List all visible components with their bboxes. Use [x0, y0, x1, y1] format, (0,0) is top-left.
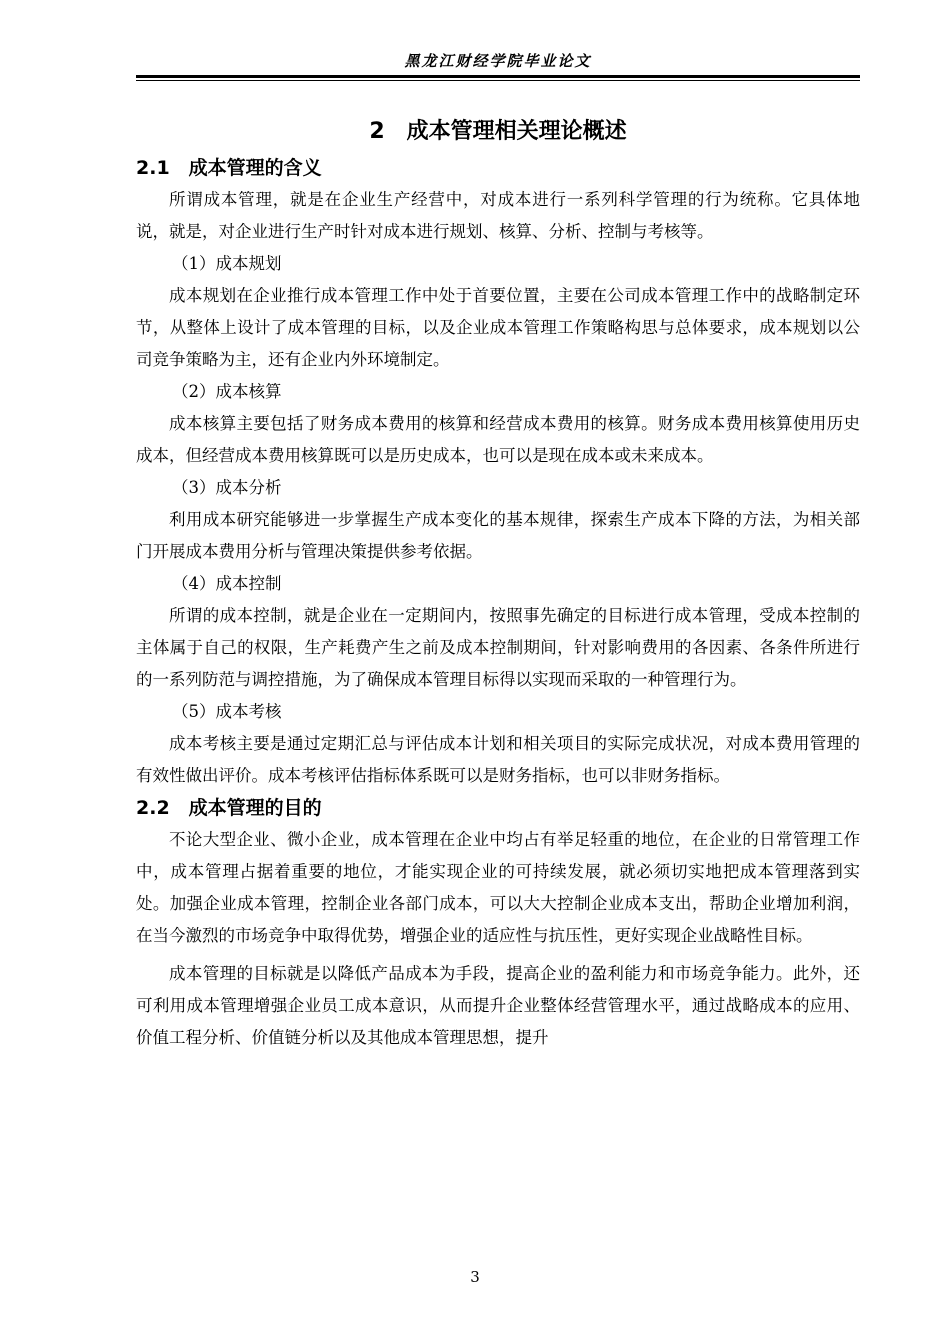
paragraph: 成本考核主要是通过定期汇总与评估成本计划和相关项目的实际完成状况，对成本费用管理的有效性做出评价。成本考核评估指标体系既可以是财务指标，也可以非财务指标。	[136, 734, 860, 785]
section-heading-2-2: 2.2 成本管理的目的	[136, 797, 322, 819]
paragraph: 成本管理的目标就是以降低产品成本为手段，提高企业的盈利能力和市场竞争能力。此外，还可利用成本管理增强企业员工成本意识，从而提升企业整体经营管理水平，通过战略成本的应用、价值工程分析、价值链分析以及其他成本管理思想，提升	[136, 964, 860, 1047]
header-rule-thick	[136, 75, 860, 78]
chapter-title: 2 成本管理相关理论概述	[369, 119, 627, 144]
subheading: （2）成本核算	[172, 382, 282, 401]
section-heading-2-1: 2.1 成本管理的含义	[136, 157, 322, 179]
paragraph: 成本核算主要包括了财务成本费用的核算和经营成本费用的核算。财务成本费用核算使用历史成本，但经营成本费用核算既可以是历史成本，也可以是现在成本或未来成本。	[136, 414, 860, 465]
subheading: （1）成本规划	[172, 254, 282, 273]
paragraph: 不论大型企业、微小企业，成本管理在企业中均占有举足轻重的地位，在企业的日常管理工作中，成本管理占据着重要的地位，才能实现企业的可持续发展，就必须切实地把成本管理落到实处。加强企业成本管理，控制企业各部门成本，可以大大控制企业成本支出，帮助企业增加利润，在当今激烈的市场竞争中取得优势，增强企业的适应性与抗压性，更好实现企业战略性目标。	[136, 830, 860, 945]
paragraph: 所谓成本管理，就是在企业生产经营中，对成本进行一系列科学管理的行为统称。它具体地说，就是，对企业进行生产时针对成本进行规划、核算、分析、控制与考核等。	[136, 190, 860, 241]
page-number: 3	[470, 1268, 480, 1286]
page-body	[136, 112, 860, 1054]
paragraph: 所谓的成本控制，就是企业在一定期间内，按照事先确定的目标进行成本管理，受成本控制的主体属于自己的权限，生产耗费产生之前及成本控制期间，针对影响费用的各因素、各条件所进行的一系列防范与调控措施，为了确保成本管理目标得以实现而采取的一种管理行为。	[136, 606, 860, 689]
header-rule-thin	[136, 80, 860, 81]
subheading: （3）成本分析	[172, 478, 282, 497]
subheading: （5）成本考核	[172, 702, 282, 721]
subheading: （4）成本控制	[172, 574, 282, 593]
paragraph: 成本规划在企业推行成本管理工作中处于首要位置，主要在公司成本管理工作中的战略制定环节，从整体上设计了成本管理的目标，以及企业成本管理工作策略构思与总体要求，成本规划以公司竞争策略为主，还有企业内外环境制定。	[136, 286, 860, 369]
paragraph: 利用成本研究能够进一步掌握生产成本变化的基本规律，探索生产成本下降的方法，为相关部门开展成本费用分析与管理决策提供参考依据。	[136, 510, 860, 561]
running-header: 黑龙江财经学院毕业论文	[404, 52, 592, 70]
